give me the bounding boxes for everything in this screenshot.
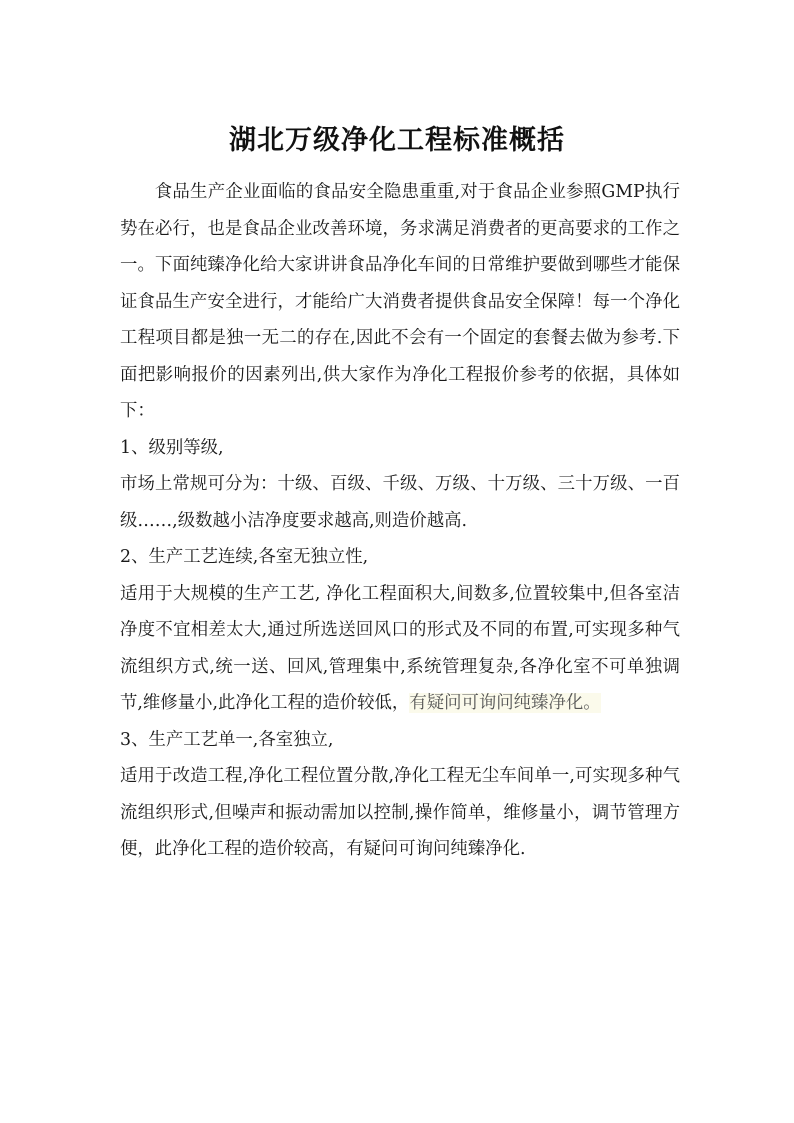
section-3-heading: 3、生产工艺单一,各室独立, (120, 729, 334, 750)
section-2-heading: 2、生产工艺连续,各室无独立性, (120, 547, 369, 567)
section-2-paragraph (120, 576, 680, 722)
section-2-highlight: 有疑问可询问纯臻净化。 (409, 693, 601, 713)
section-1-heading: 1、级别等级, (120, 437, 224, 458)
document-body (120, 174, 680, 868)
page-title: 湖北万级净化工程标准概括 (229, 125, 565, 156)
section-1-paragraph: 市场上常规可分为：十级、百级、千级、万级、十万级、三十万级、一百级……,级数越小洁净度要求越高,则造价越高. (120, 474, 680, 531)
section-2-text: 适用于大规模的生产工艺, 净化工程面积大,间数多,位置较集中,但各室洁净度不宜相差太大,通过所选送回风口的形式及不同的布置,可实现多种气流组织方式,统一送、回风,管理集中,系统管理复杂,各净化室不可单独调节,维修量小,此净化工程的造价较低， (120, 583, 680, 713)
intro-paragraph: 食品生产企业面临的食品安全隐患重重,对于食品企业参照GMP执行势在必行，也是食品企业改善环境，务求满足消费者的更高要求的工作之一。下面纯臻净化给大家讲讲食品净化车间的日常维护要做到哪些才能保证食品生产安全进行，才能给广大消费者提供食品安全保障！每一个净化工程项目都是独一无二的存在,因此不会有一个固定的套餐去做为参考.下面把影响报价的因素列出,供大家作为净化工程报价参考的依据，具体如下： (120, 182, 680, 421)
section-3-paragraph: 适用于改造工程,净化工程位置分散,净化工程无尘车间单一,可实现多种气流组织形式,但噪声和振动需加以控制,操作简单，维修量小，调节管理方便，此净化工程的造价较高，有疑问可询问纯臻净化. (120, 766, 680, 859)
